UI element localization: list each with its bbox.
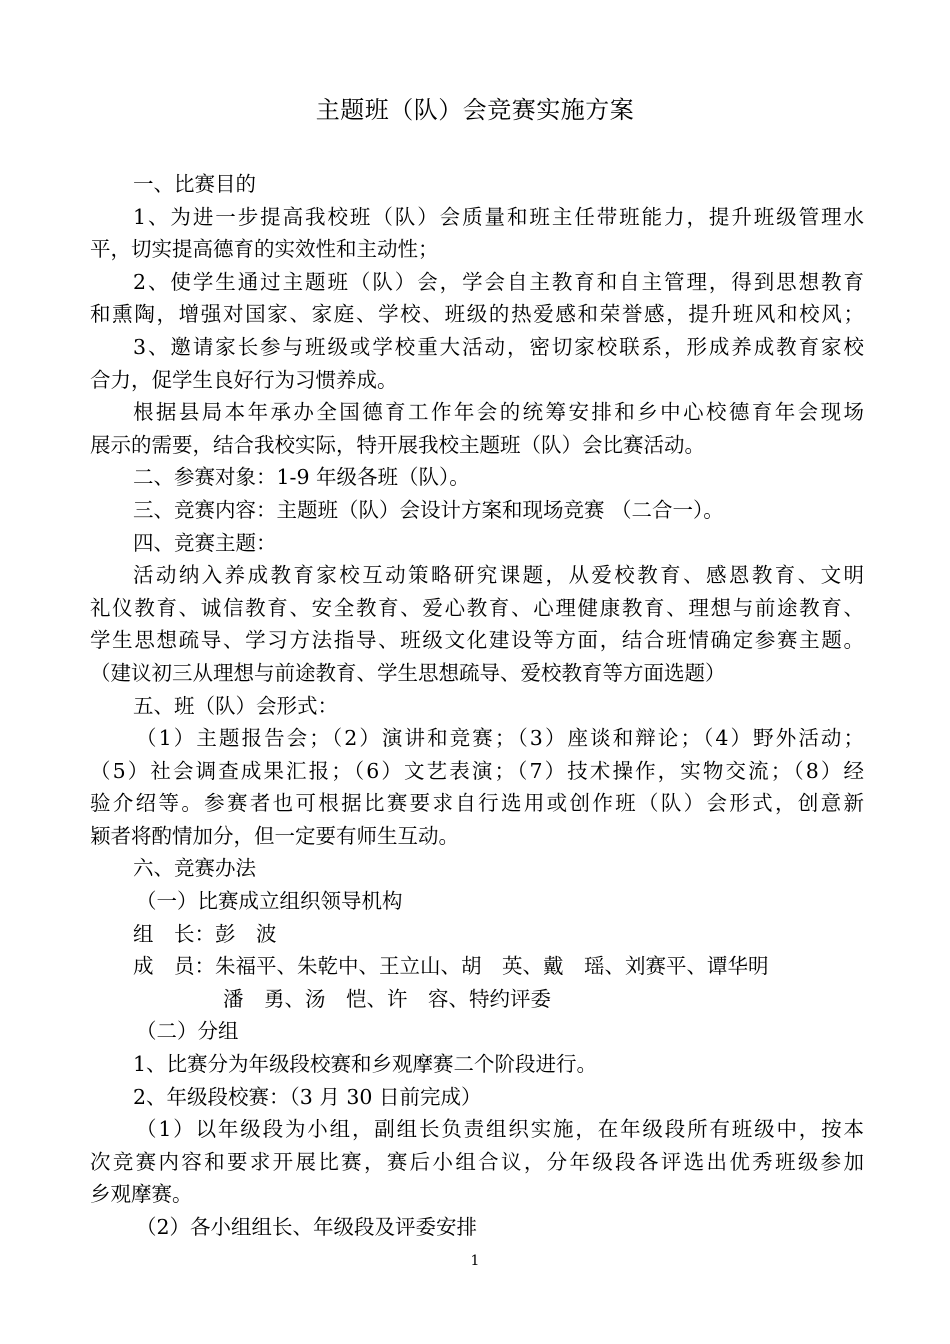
page-title: 主题班（队）会竞赛实施方案 (315, 96, 635, 124)
members-line: 成 员：朱福平、朱乾中、王立山、胡 英、戴 瑶、刘赛平、谭华明 (133, 954, 769, 979)
paragraph-line: 活动纳入养成教育家校互动策略研究课题，从爱校教育、感恩教育、文明 (133, 563, 864, 588)
subsection-heading: （二）分组 (136, 1019, 239, 1044)
paragraph-line: （5）社会调查成果汇报；（6）文艺表演；（7）技术操作，实物交流；（8）经 (90, 758, 864, 783)
paragraph-line: 颖者将酌情加分，但一定要有师生互动。 (90, 823, 459, 848)
paragraph-line: （1）以年级段为小组，副组长负责组织实施，在年级段所有班级中，按本 (136, 1117, 864, 1142)
members-line-continued: 潘 勇、汤 恺、许 容、特约评委 (223, 986, 551, 1011)
paragraph-line: 和熏陶，增强对国家、家庭、学校、班级的热爱感和荣誉感，提升班风和校风； (90, 302, 864, 327)
page-number: 1 (470, 1253, 480, 1269)
section-heading: 一、比赛目的 (133, 172, 256, 196)
paragraph-line: 3、邀请家长参与班级或学校重大活动，密切家校联系，形成养成教育家校 (133, 334, 864, 359)
paragraph-line: 合力，促学生良好行为习惯养成。 (90, 367, 398, 392)
paragraph-line: 学生思想疏导、学习方法指导、班级文化建设等方面，结合班情确定参赛主题。 (90, 628, 864, 653)
subsection-heading: （一）比赛成立组织领导机构 (136, 889, 403, 914)
paragraph-line: （建议初三从理想与前途教育、学生思想疏导、爱校教育等方面选题） (90, 660, 726, 685)
paragraph-line: 平，切实提高德育的实效性和主动性； (90, 237, 439, 262)
paragraph-line: 验介绍等。参赛者也可根据比赛要求自行选用或创作班（队）会形式，创意新 (90, 791, 864, 816)
paragraph-line: （1）主题报告会；（2）演讲和竞赛；（3）座谈和辩论；（4）野外活动； (136, 726, 864, 751)
section-heading: 六、竞赛办法 (133, 856, 256, 881)
leader-line: 组 长：彭 波 (133, 921, 277, 946)
document-body (90, 168, 864, 1244)
paragraph-line: 1、为进一步提高我校班（队）会质量和班主任带班能力，提升班级管理水 (133, 204, 864, 229)
paragraph-line: 乡观摩赛。 (90, 1182, 193, 1207)
paragraph-line: （2）各小组组长、年级段及评委安排 (136, 1215, 478, 1239)
section-heading: 二、参赛对象：1-9 年级各班（队）。 (133, 465, 470, 490)
paragraph-line: 礼仪教育、诚信教育、安全教育、爱心教育、心理健康教育、理想与前途教育、 (90, 595, 864, 620)
section-heading: 五、班（队）会形式： (133, 693, 338, 718)
paragraph-line: 2、年级段校赛：（3 月 30 日前完成） (133, 1084, 482, 1109)
section-heading: 四、竞赛主题： (133, 530, 277, 555)
paragraph-line: 1、比赛分为年级段校赛和乡观摩赛二个阶段进行。 (133, 1052, 598, 1077)
paragraph-line: 根据县局本年承办全国德育工作年会的统筹安排和乡中心校德育年会现场 (133, 400, 864, 425)
paragraph-line: 展示的需要，结合我校实际，特开展我校主题班（队）会比赛活动。 (90, 432, 705, 457)
paragraph-line: 2、使学生通过主题班（队）会，学会自主教育和自主管理，得到思想教育 (133, 269, 864, 294)
section-heading: 三、竞赛内容：主题班（队）会设计方案和现场竞赛 （二合一）。 (133, 497, 724, 522)
paragraph-line: 次竞赛内容和要求开展比赛，赛后小组合议，分年级段各评选出优秀班级参加 (90, 1149, 864, 1174)
